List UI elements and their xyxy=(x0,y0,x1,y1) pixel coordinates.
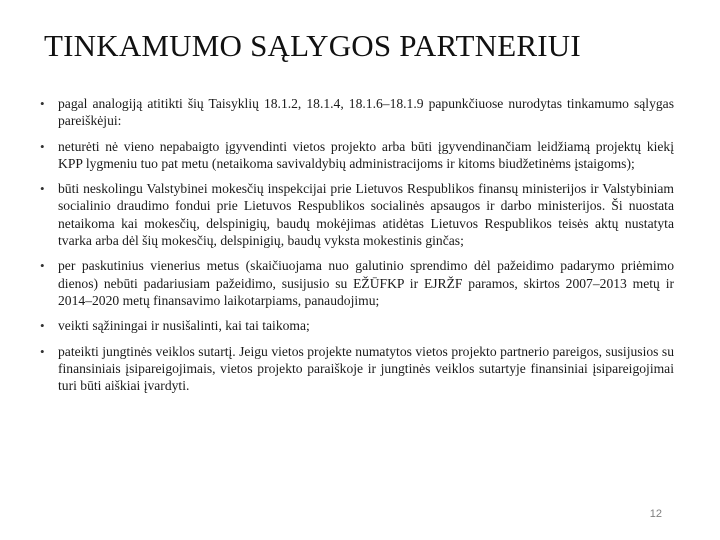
bullet-item-3: • būti neskolingu Valstybinei mokesčių inspekcijai prie Lietuvos Respublikos finansų ministerijos ir Valstybiniam socialinio draudimo fondui prie Lietuvos Respublikos socialinės apsaugos ir darbo ministerijos. Ši nuostata netaikoma kai mokesčių, delspinigių, baudų mokėjimas atidėtas Lietuvos Respublikos teisės aktų nustatyta tvarka arba dėl šių mokesčių, delspinigių, baudų vyksta mokestinis ginčas; xyxy=(40,180,674,249)
bullet-item-1: • pagal analogiją atitikti šių Taisyklių 18.1.2, 18.1.4, 18.1.6–18.1.9 papunkčiuose nurodytas tinkamumo sąlygas pareiškėjui: xyxy=(40,95,674,130)
slide-title: TINKAMUMO SĄLYGOS PARTNERIUI xyxy=(44,28,581,63)
bullet-item-2: • neturėti nė vieno nepabaigto įgyvendinti vietos projekto arba būti įgyvendinančiam leidžiamą projektų kiekį KPP lygmeniu tuo pat metu (netaikoma savivaldybių administracijoms ir kitoms biudžetinėms įstaigoms); xyxy=(40,138,674,173)
bullet-item-6: • pateikti jungtinės veiklos sutartį. Jeigu vietos projekte numatytos vietos projekto partnerio pareigos, susijusios su finansiniais įsipareigojimais, vietos projekto paraiškoje ir jungtinės veiklos sutartyje finansiniai įsipareigojimai turi būti aiškiai įvardyti. xyxy=(40,343,674,395)
page-number: 12 xyxy=(649,508,662,520)
bullet-item-4: • per paskutinius vienerius metus (skaičiuojama nuo galutinio sprendimo dėl pažeidimo padarymo priėmimo dienos) nebūti padariusiam pažeidimo, susijusio su EŽŪFKP ir EJRŽF paramos, skirtos 2007–2013 metų ir 2014–2020 metų finansavimo laikotarpiams, panaudojimu; xyxy=(40,257,674,309)
bullet-item-5: • veikti sąžiningai ir nusišalinti, kai tai taikoma; xyxy=(40,317,674,334)
bullet-list xyxy=(40,95,674,402)
